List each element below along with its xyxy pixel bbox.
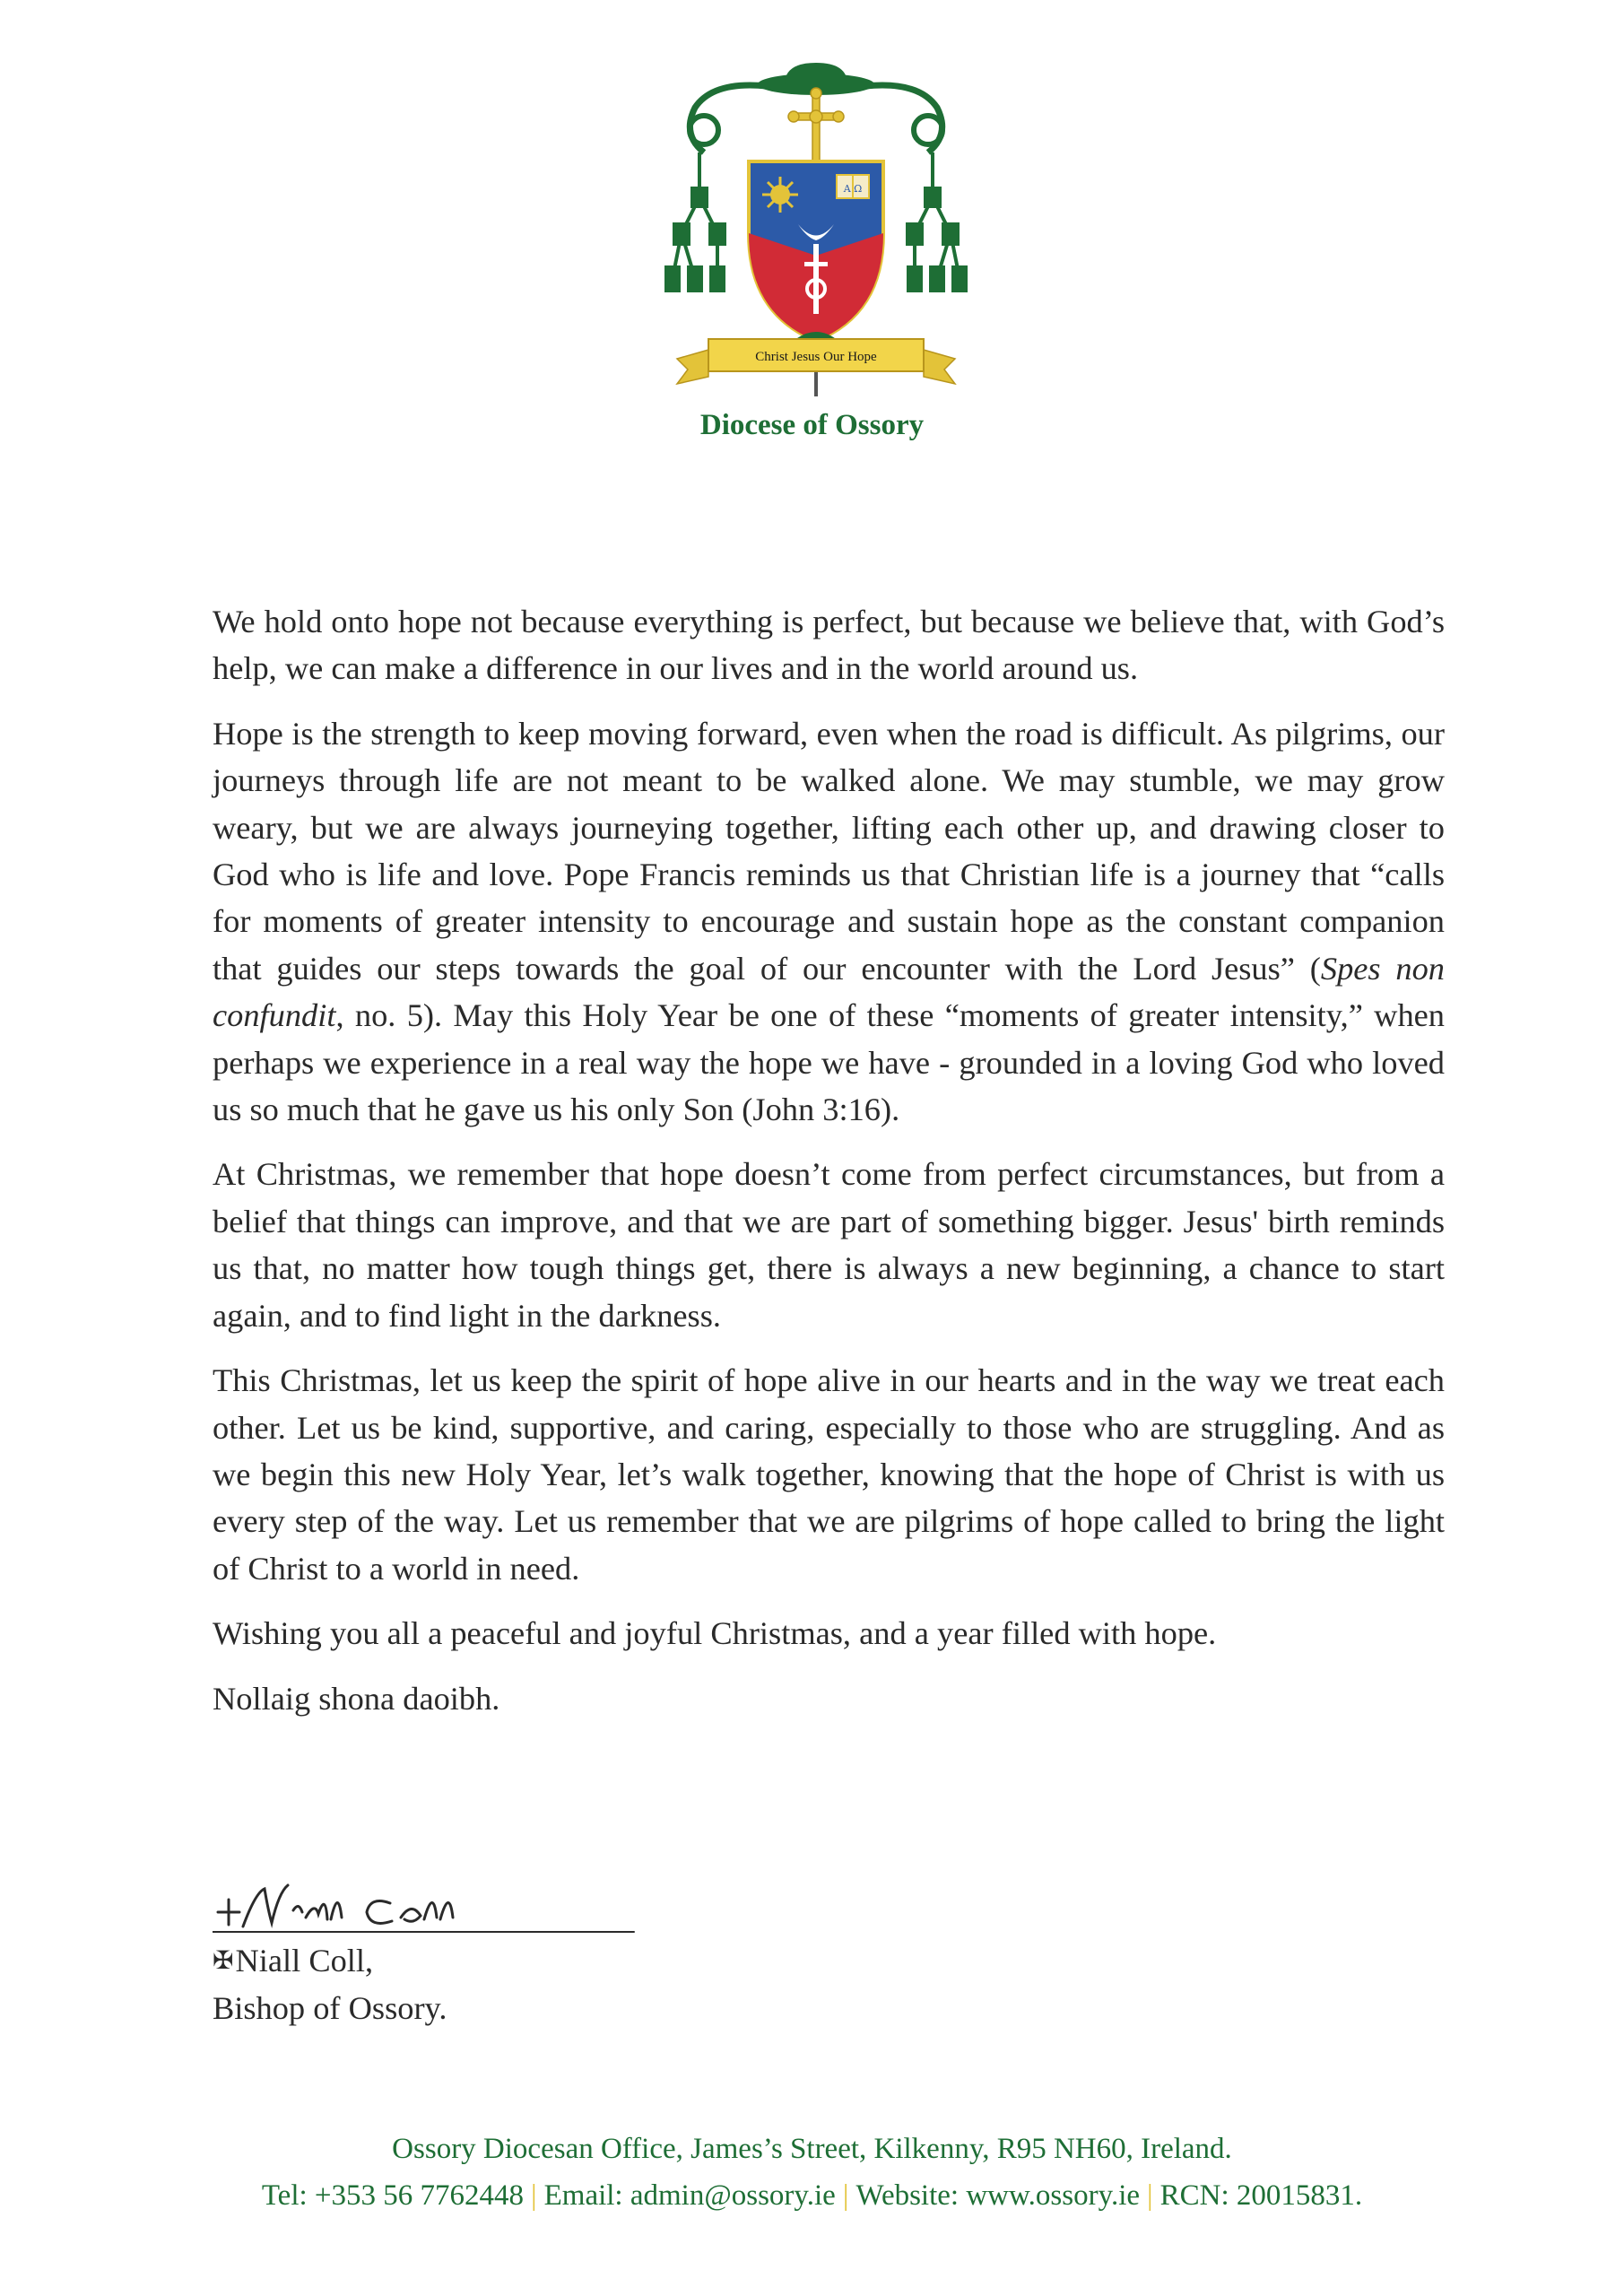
episcopal-cross-icon: ✠ <box>213 1947 234 1975</box>
paragraph-text-continued: , no. 5). May this Holy Year be one of these “moments of greater intensity,” when perhaps we experience in a real way the hope we have - grounded in a loving God who loved us so much that he gave us his only Son (John 3:16). <box>213 997 1445 1128</box>
citation-title: Spes non confundit <box>213 950 1445 1034</box>
footer-separator: | <box>842 2179 849 2212</box>
paragraph: We hold onto hope not because everything is perfect, but because we believe that, with God’s help, we can make a difference in our lives and in the world around us. <box>213 604 1445 687</box>
paragraph: At Christmas, we remember that hope doesn’t come from perfect circumstances, but from a belief that things can improve, and that we are part of something bigger. Jesus' birth reminds us that, no matter how tough things get, there is always a new beginning, a chance to start again, and to find light in the darkness. <box>213 1156 1445 1334</box>
letter-body <box>213 598 1445 1740</box>
svg-text:A Ω: A Ω <box>843 183 863 195</box>
signatory-name <box>213 1937 751 1985</box>
paragraph: This Christmas, let us keep the spirit of hope alive in our hearts and in the way we treat each other. Let us be kind, supportive, and caring, especially to those who are struggling. And as we begin this new Holy Year, let’s walk together, knowing that the hope of Christ is with us every step of the way. Let us remember that we are pilgrims of hope called to bring the light of Christ to a world in need. <box>213 1362 1445 1587</box>
footer-website: Website: www.ossory.ie <box>855 2179 1141 2212</box>
footer-separator: | <box>1147 2179 1153 2212</box>
paragraph: Wishing you all a peaceful and joyful Christmas, and a year filled with hope. <box>213 1615 1217 1652</box>
coat-of-arms-logo <box>659 54 973 404</box>
signature-block <box>213 1866 751 2031</box>
svg-text:Christ Jesus Our Hope: Christ Jesus Our Hope <box>755 350 877 364</box>
diocese-title: Diocese of Ossory <box>699 409 925 441</box>
footer-tel: Tel: +353 56 7762448 <box>261 2179 525 2212</box>
citation-open: ( <box>1294 950 1321 987</box>
paragraph <box>213 710 1445 1134</box>
footer-rcn: RCN: 20015831. <box>1159 2179 1363 2212</box>
footer-separator: | <box>531 2179 537 2212</box>
paragraph: Nollaig shona daoibh. <box>213 1680 500 1717</box>
paragraph-text: Hope is the strength to keep moving forward, even when the road is difficult. As pilgrims, our journeys through life are not meant to be walked alone. We may stumble, we may grow weary, but we are always journeying together, lifting each other up, and drawing closer to God who is life and love. Pope Francis reminds us that Christian life is a journey that “calls for moments of greater intensity to encourage and sustain hope as the constant companion that guides our steps towards the goal of our encounter with the Lord Jesus” <box>213 715 1445 987</box>
footer-contact <box>0 2172 1624 2219</box>
footer-email: Email: admin@ossory.ie <box>543 2179 836 2212</box>
signatory-name-text: Niall Coll, <box>235 1943 374 1979</box>
handwritten-signature <box>213 1866 643 1937</box>
footer-address: Ossory Diocesan Office, James’s Street, Kilkenny, R95 NH60, Ireland. <box>392 2133 1232 2165</box>
signatory-role: Bishop of Ossory. <box>213 1990 447 2026</box>
letterhead-footer <box>0 2126 1624 2219</box>
